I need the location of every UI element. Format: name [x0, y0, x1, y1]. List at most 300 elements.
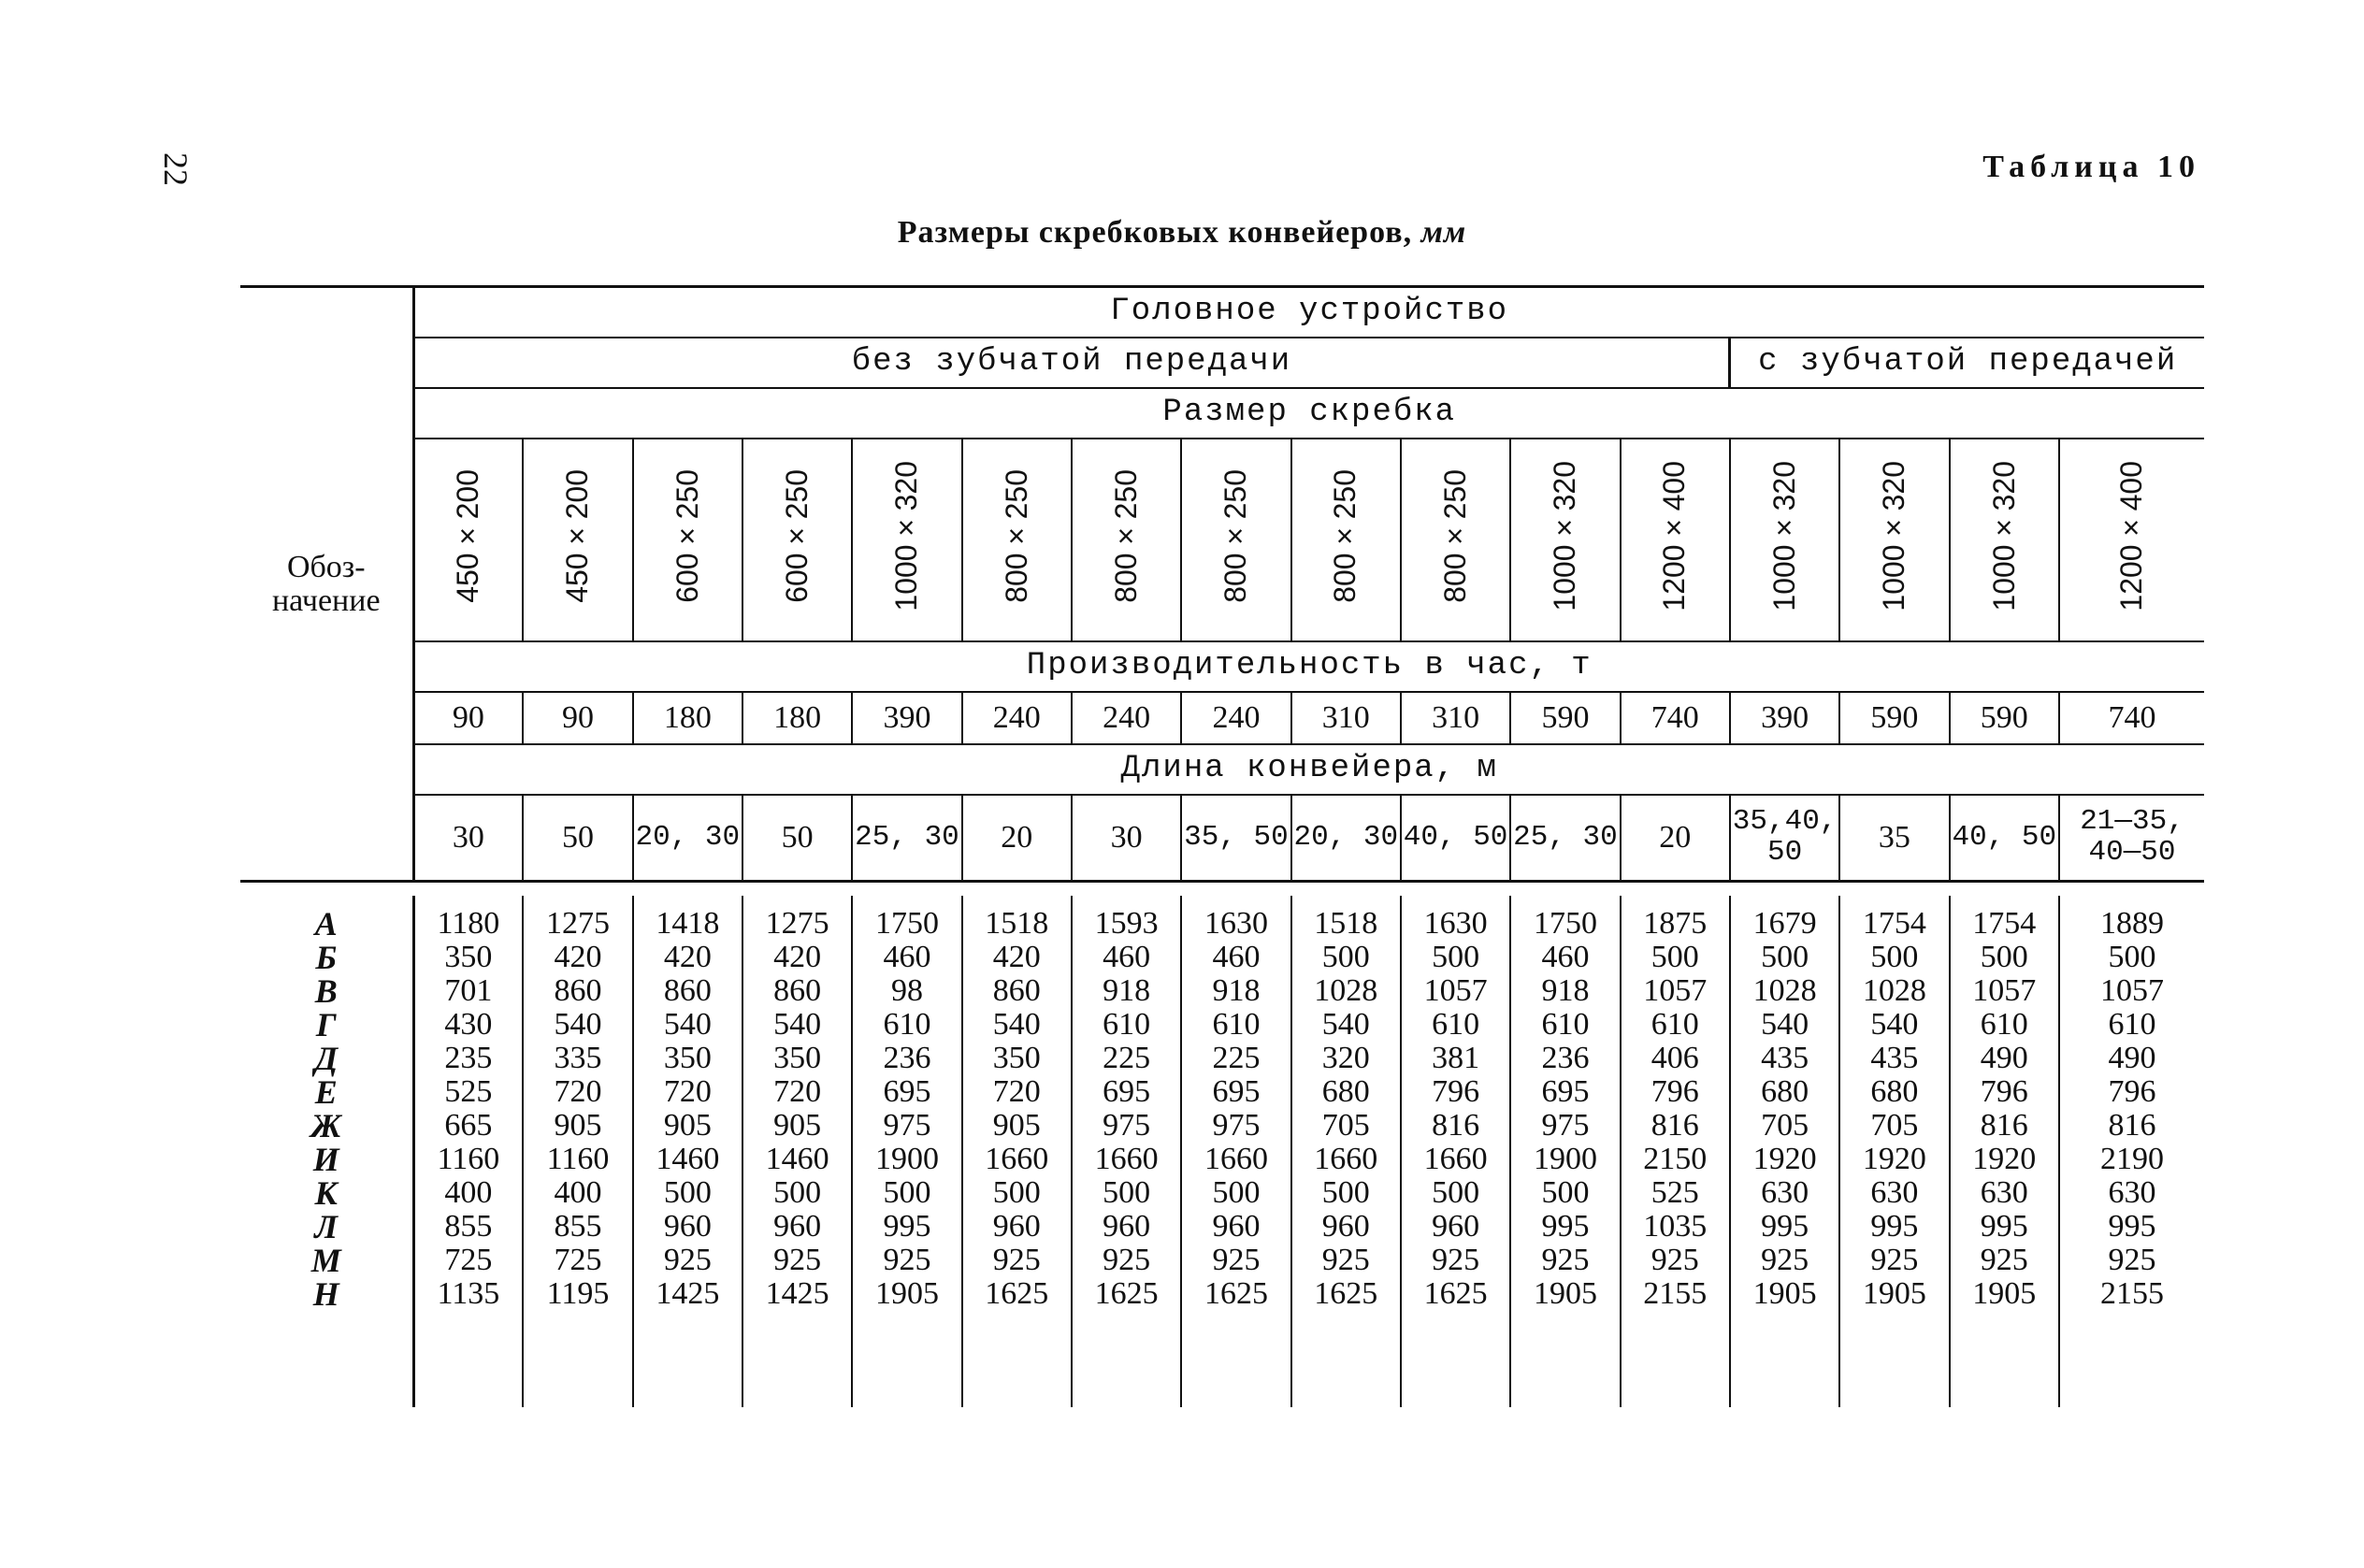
length-value: 50: [742, 795, 852, 882]
dimension-value: 1630: [1204, 906, 1268, 941]
row-designation: Л: [314, 1208, 339, 1245]
dimension-value: 1905: [874, 1276, 939, 1311]
dimension-value: 500: [1321, 940, 1370, 974]
productivity-value: 180: [742, 692, 852, 744]
dimension-value: 420: [554, 940, 602, 974]
dimension-value: 1660: [1314, 1142, 1378, 1176]
scraper-size-value: 1000×320: [1548, 461, 1582, 611]
row-designation: Б: [315, 939, 338, 976]
dimension-column: [742, 896, 852, 1407]
dimension-value: 816: [2108, 1108, 2156, 1143]
dimension-value: 225: [1212, 1041, 1261, 1075]
dimension-value: 960: [1321, 1209, 1370, 1244]
dimension-value: 1057: [1972, 973, 2037, 1008]
scraper-size-value: 450×200: [560, 469, 595, 604]
dimension-value: 1593: [1094, 906, 1159, 941]
dimension-value: 630: [2108, 1175, 2156, 1210]
dimension-value: 1754: [1972, 906, 2037, 941]
dimension-value: 995: [2108, 1209, 2156, 1244]
dimension-value: 816: [1650, 1108, 1699, 1143]
dimension-value: 2155: [2100, 1276, 2164, 1311]
dimension-value: 1905: [1533, 1276, 1597, 1311]
scraper-size-value: 450×200: [451, 469, 485, 604]
dimension-value: 720: [992, 1074, 1041, 1109]
scraper-size-cell: [633, 439, 742, 641]
scraper-size-value: 800×250: [999, 469, 1033, 604]
scraper-size-cell: [852, 439, 961, 641]
dimension-value: 420: [992, 940, 1041, 974]
dimension-value: 1135: [437, 1276, 500, 1311]
length-value: 21—35, 40—50: [2080, 805, 2184, 869]
dimension-value: 925: [1103, 1243, 1151, 1277]
row-designation: Е: [314, 1073, 338, 1111]
dimension-value: 796: [1980, 1074, 2028, 1109]
dimension-value: 925: [1541, 1243, 1590, 1277]
scraper-size-value: 1000×320: [889, 461, 924, 611]
productivity-value: 310: [1291, 692, 1401, 744]
dimension-value: 975: [1541, 1108, 1590, 1143]
dimension-value: 420: [773, 940, 822, 974]
dimension-value: 1660: [1423, 1142, 1488, 1176]
length-value: 20: [962, 795, 1072, 882]
dimension-value: 1180: [437, 906, 500, 941]
dimension-value: 1875: [1643, 906, 1708, 941]
dimension-value: 1028: [1314, 973, 1378, 1008]
dimension-value: 796: [2108, 1074, 2156, 1109]
dimension-value: 905: [663, 1108, 712, 1143]
dimension-value: 1900: [1533, 1142, 1597, 1176]
dimension-value: 400: [444, 1175, 493, 1210]
dimension-value: 350: [663, 1041, 712, 1075]
dimension-value: 630: [1870, 1175, 1919, 1210]
row-designation: И: [312, 1141, 339, 1178]
dimension-value: 995: [1980, 1209, 2028, 1244]
dimension-value: 925: [992, 1243, 1041, 1277]
dimension-value: 995: [1761, 1209, 1809, 1244]
scraper-size-value: 1200×400: [2114, 461, 2149, 611]
row-designation: В: [314, 972, 338, 1010]
header-row-productivity: [240, 641, 2204, 692]
dimension-value: 1889: [2100, 906, 2164, 941]
header-row-scraper: [240, 388, 2204, 439]
scraper-size-value: 800×250: [1437, 469, 1472, 604]
dimension-value: 335: [554, 1041, 602, 1075]
dimension-value: 540: [773, 1007, 822, 1042]
dimension-value: 540: [1761, 1007, 1809, 1042]
dimension-value: 1057: [2100, 973, 2164, 1008]
dimension-value: 1035: [1643, 1209, 1708, 1244]
dimension-value: 406: [1650, 1041, 1699, 1075]
dimension-value: 1518: [985, 906, 1049, 941]
dimension-value: 1905: [1862, 1276, 1926, 1311]
dimension-value: 725: [554, 1243, 602, 1277]
dimension-value: 460: [1212, 940, 1261, 974]
scraper-size-cell: [742, 439, 852, 641]
productivity-value: 390: [1730, 692, 1839, 744]
scraper-size-cell: [1291, 439, 1401, 641]
dimension-value: 500: [2108, 940, 2156, 974]
dimension-value: 540: [992, 1007, 1041, 1042]
scraper-size-cell: [2059, 439, 2204, 641]
length-value: 35, 50: [1181, 795, 1290, 882]
dimension-value: 975: [1212, 1108, 1261, 1143]
dimension-column: [523, 896, 632, 1407]
dimension-value: 500: [1432, 940, 1480, 974]
dimension-value: 995: [1541, 1209, 1590, 1244]
dimension-value: 860: [992, 973, 1041, 1008]
length-value: 20, 30: [1291, 795, 1401, 882]
dimension-value: 1418: [656, 906, 720, 941]
dimension-value: 695: [1212, 1074, 1261, 1109]
dimension-value: 925: [1321, 1243, 1370, 1277]
dimension-value: 500: [1321, 1175, 1370, 1210]
dimension-column: [1291, 896, 1401, 1407]
dimension-value: 430: [444, 1007, 493, 1042]
dimension-value: 925: [1980, 1243, 2028, 1277]
dimension-value: 925: [1761, 1243, 1809, 1277]
dimension-value: 1518: [1314, 906, 1378, 941]
dimension-value: 925: [2108, 1243, 2156, 1277]
productivity-value: 240: [962, 692, 1072, 744]
table-title: [0, 215, 2364, 251]
without-gear-header: без зубчатой передачи: [413, 338, 1730, 388]
table-title-unit: мм: [1420, 215, 1467, 250]
dimension-value: 680: [1870, 1074, 1919, 1109]
head-device-header: Головное устройство: [413, 288, 2204, 338]
dimension-value: 705: [1321, 1108, 1370, 1143]
dimension-value: 1425: [656, 1276, 720, 1311]
dimension-value: 400: [554, 1175, 602, 1210]
conveyor-dimensions-table: [240, 285, 2204, 1407]
dimension-value: 918: [1212, 973, 1261, 1008]
dimension-value: 905: [992, 1108, 1041, 1143]
dimension-value: 796: [1432, 1074, 1480, 1109]
dimension-value: 1905: [1972, 1276, 2037, 1311]
dimension-value: 1028: [1862, 973, 1926, 1008]
scraper-size-row: [240, 439, 2204, 641]
header-row-length: [240, 744, 2204, 795]
dimension-value: 720: [554, 1074, 602, 1109]
dimension-value: 1920: [1972, 1142, 2037, 1176]
dimension-value: 960: [1212, 1209, 1261, 1244]
dimension-column: [1181, 896, 1290, 1407]
scraper-size-cell: [962, 439, 1072, 641]
dimension-value: 1754: [1862, 906, 1926, 941]
mid-rule: [240, 882, 2204, 897]
dimension-column: [2059, 896, 2204, 1407]
length-value: 20, 30: [633, 795, 742, 882]
scraper-size-value: 600×250: [779, 469, 814, 604]
dimension-value: 460: [1103, 940, 1151, 974]
dimension-value: 1275: [545, 906, 610, 941]
dimension-value: 695: [1103, 1074, 1151, 1109]
length-value: 35: [1839, 795, 1949, 882]
dimension-column: [1950, 896, 2059, 1407]
dimension-value: 1660: [1204, 1142, 1268, 1176]
dimension-value: 1275: [765, 906, 829, 941]
dimension-data-row: [240, 896, 2204, 1407]
length-value: 30: [1072, 795, 1181, 882]
header-row-head-device: [240, 288, 2204, 338]
dimension-value: 236: [883, 1041, 931, 1075]
dimension-value: 1630: [1423, 906, 1488, 941]
designation-header: Обоз- начение: [240, 288, 413, 882]
dimension-value: 540: [1870, 1007, 1919, 1042]
dimension-value: 630: [1980, 1175, 2028, 1210]
dimension-value: 1460: [656, 1142, 720, 1176]
dimension-value: 905: [773, 1108, 822, 1143]
dimension-value: 460: [1541, 940, 1590, 974]
productivity-value: 740: [1621, 692, 1730, 744]
scraper-size-cell: [1181, 439, 1290, 641]
dimension-value: 610: [1541, 1007, 1590, 1042]
dimension-value: 925: [1432, 1243, 1480, 1277]
dimension-value: 1625: [1094, 1276, 1159, 1311]
dimension-value: 500: [1541, 1175, 1590, 1210]
table-label: Таблица 10: [1982, 150, 2200, 184]
productivity-row: [240, 692, 2204, 744]
dimension-value: 816: [1980, 1108, 2028, 1143]
row-designation: Г: [315, 1006, 337, 1043]
dimension-column: [1510, 896, 1620, 1407]
dimension-value: 610: [1103, 1007, 1151, 1042]
dimension-value: 630: [1761, 1175, 1809, 1210]
dimension-column: [413, 896, 523, 1407]
dimension-value: 855: [444, 1209, 493, 1244]
row-designation: Д: [314, 1040, 339, 1077]
dimension-value: 1920: [1752, 1142, 1817, 1176]
productivity-value: 240: [1181, 692, 1290, 744]
dimension-value: 1425: [765, 1276, 829, 1311]
dimension-value: 540: [663, 1007, 712, 1042]
productivity-value: 90: [523, 692, 632, 744]
dimension-value: 1195: [546, 1276, 610, 1311]
dimension-value: 2190: [2100, 1142, 2164, 1176]
productivity-value: 740: [2059, 692, 2204, 744]
dimension-value: 500: [1761, 940, 1809, 974]
dimension-value: 500: [992, 1175, 1041, 1210]
dimension-value: 1057: [1423, 973, 1488, 1008]
dimension-value: 610: [1980, 1007, 2028, 1042]
dimension-value: 816: [1432, 1108, 1480, 1143]
scraper-size-header: Размер скребка: [413, 388, 2204, 439]
dimension-value: 525: [1650, 1175, 1699, 1210]
scraper-size-value: 1000×320: [1877, 461, 1911, 611]
dimension-value: 918: [1541, 973, 1590, 1008]
dimension-value: 500: [1432, 1175, 1480, 1210]
dimension-value: 381: [1432, 1041, 1480, 1075]
dimension-value: 796: [1650, 1074, 1699, 1109]
dimension-value: 1625: [1204, 1276, 1268, 1311]
dimension-column: [852, 896, 961, 1407]
scraper-size-cell: [1510, 439, 1620, 641]
dimension-value: 610: [883, 1007, 931, 1042]
header-row-gear: [240, 338, 2204, 388]
dimension-value: 610: [1432, 1007, 1480, 1042]
productivity-header: Производительность в час, т: [413, 641, 2204, 692]
dimension-value: 925: [1212, 1243, 1261, 1277]
dimension-column: [1621, 896, 1730, 1407]
dimension-value: 420: [663, 940, 712, 974]
dimension-value: 350: [444, 940, 493, 974]
dimension-value: 695: [883, 1074, 931, 1109]
dimension-value: 98: [890, 973, 923, 1008]
scraper-size-cell: [1621, 439, 1730, 641]
dimension-value: 610: [2108, 1007, 2156, 1042]
dimension-value: 2150: [1643, 1142, 1708, 1176]
dimension-value: 695: [1541, 1074, 1590, 1109]
dimension-value: 680: [1321, 1074, 1370, 1109]
dimension-value: 500: [1103, 1175, 1151, 1210]
dimension-value: 860: [773, 973, 822, 1008]
dimension-value: 925: [883, 1243, 931, 1277]
dimension-value: 320: [1321, 1041, 1370, 1075]
dimension-value: 1900: [874, 1142, 939, 1176]
dimension-value: 525: [444, 1074, 493, 1109]
dimension-value: 1160: [437, 1142, 500, 1176]
dimension-value: 860: [663, 973, 712, 1008]
scraper-size-cell: [1401, 439, 1510, 641]
dimension-value: 905: [554, 1108, 602, 1143]
dimension-value: 680: [1761, 1074, 1809, 1109]
dimension-value: 1028: [1752, 973, 1817, 1008]
dimension-value: 1750: [874, 906, 939, 941]
dimension-value: 350: [773, 1041, 822, 1075]
dimension-value: 225: [1103, 1041, 1151, 1075]
dimension-value: 960: [1432, 1209, 1480, 1244]
dimension-value: 960: [663, 1209, 712, 1244]
dimension-value: 918: [1103, 973, 1151, 1008]
row-designation: Н: [312, 1275, 339, 1313]
length-value: 20: [1621, 795, 1730, 882]
dimension-value: 1905: [1752, 1276, 1817, 1311]
dimension-value: 540: [1321, 1007, 1370, 1042]
dimension-value: 1625: [1314, 1276, 1378, 1311]
length-value: 25, 30: [1510, 795, 1620, 882]
scraper-size-cell: [413, 439, 523, 641]
dimension-column: [1072, 896, 1181, 1407]
dimension-value: 610: [1212, 1007, 1261, 1042]
row-designations: [240, 896, 413, 1407]
with-gear-header: с зубчатой передачей: [1730, 338, 2204, 388]
dimension-value: 995: [1870, 1209, 1919, 1244]
dimension-value: 460: [883, 940, 931, 974]
dimension-value: 500: [1870, 940, 1919, 974]
dimension-value: 665: [444, 1108, 493, 1143]
dimension-value: 925: [1870, 1243, 1919, 1277]
row-designation: А: [314, 905, 338, 942]
length-header: Длина конвейера, м: [413, 744, 2204, 795]
dimension-value: 490: [2108, 1041, 2156, 1075]
scraper-size-cell: [1072, 439, 1181, 641]
dimension-value: 925: [773, 1243, 822, 1277]
dimension-value: 855: [554, 1209, 602, 1244]
scraper-size-value: 800×250: [1328, 469, 1362, 604]
dimension-value: 975: [1103, 1108, 1151, 1143]
dimension-value: 2155: [1643, 1276, 1708, 1311]
dimension-value: 925: [663, 1243, 712, 1277]
dimension-value: 1625: [985, 1276, 1049, 1311]
productivity-value: 90: [413, 692, 523, 744]
productivity-value: 180: [633, 692, 742, 744]
length-value: 40, 50: [1401, 795, 1510, 882]
length-value: 25, 30: [852, 795, 961, 882]
dimension-value: 705: [1870, 1108, 1919, 1143]
row-designation: К: [314, 1174, 338, 1212]
dimension-value: 995: [883, 1209, 931, 1244]
scraper-size-cell: [1839, 439, 1949, 641]
page-number: 22: [157, 152, 195, 186]
productivity-value: 590: [1510, 692, 1620, 744]
dimension-column: [633, 896, 742, 1407]
length-value: 40, 50: [1950, 795, 2059, 882]
productivity-value: 240: [1072, 692, 1181, 744]
dimension-value: 500: [1650, 940, 1699, 974]
dimension-value: 960: [1103, 1209, 1151, 1244]
productivity-value: 310: [1401, 692, 1510, 744]
length-value: 35,40, 50: [1730, 795, 1839, 882]
scraper-size-cell: [523, 439, 632, 641]
dimension-value: 350: [992, 1041, 1041, 1075]
dimension-value: 235: [444, 1041, 493, 1075]
productivity-value: 390: [852, 692, 961, 744]
dimension-value: 1660: [985, 1142, 1049, 1176]
dimension-value: 435: [1870, 1041, 1919, 1075]
length-value: 30: [413, 795, 523, 882]
dimension-value: 925: [1650, 1243, 1699, 1277]
dimension-value: 1750: [1533, 906, 1597, 941]
scraper-size-value: 1000×320: [1766, 461, 1801, 611]
dimension-value: 1160: [546, 1142, 610, 1176]
scraper-size-cell: [1730, 439, 1839, 641]
dimension-value: 720: [663, 1074, 712, 1109]
dimension-value: 975: [883, 1108, 931, 1143]
dimension-value: 725: [444, 1243, 493, 1277]
dimension-column: [1401, 896, 1510, 1407]
dimension-value: 960: [992, 1209, 1041, 1244]
dimension-value: 500: [1980, 940, 2028, 974]
scraper-size-value: 600×250: [670, 469, 704, 604]
productivity-value: 590: [1950, 692, 2059, 744]
scraper-size-value: 1200×400: [1657, 461, 1692, 611]
dimension-value: 540: [554, 1007, 602, 1042]
row-designation: Ж: [310, 1107, 342, 1144]
dimension-value: 1920: [1862, 1142, 1926, 1176]
dimension-value: 1625: [1423, 1276, 1488, 1311]
dimension-value: 610: [1650, 1007, 1699, 1042]
dimension-value: 490: [1980, 1041, 2028, 1075]
dimension-value: 500: [773, 1175, 822, 1210]
dimension-value: 500: [663, 1175, 712, 1210]
dimension-value: 435: [1761, 1041, 1809, 1075]
dimension-value: 1679: [1752, 906, 1817, 941]
dimension-value: 1660: [1094, 1142, 1159, 1176]
scraper-size-value: 800×250: [1218, 469, 1253, 604]
dimension-value: 500: [883, 1175, 931, 1210]
dimension-column: [1839, 896, 1949, 1407]
scraper-size-value: 1000×320: [1986, 461, 2021, 611]
scraper-size-value: 800×250: [1108, 469, 1143, 604]
row-designation: М: [310, 1242, 341, 1279]
scraper-size-cell: [1950, 439, 2059, 641]
length-row: [240, 795, 2204, 882]
dimension-value: 960: [773, 1209, 822, 1244]
dimension-value: 1057: [1643, 973, 1708, 1008]
dimension-value: 701: [444, 973, 493, 1008]
dimension-value: 500: [1212, 1175, 1261, 1210]
dimension-value: 860: [554, 973, 602, 1008]
dimension-value: 236: [1541, 1041, 1590, 1075]
